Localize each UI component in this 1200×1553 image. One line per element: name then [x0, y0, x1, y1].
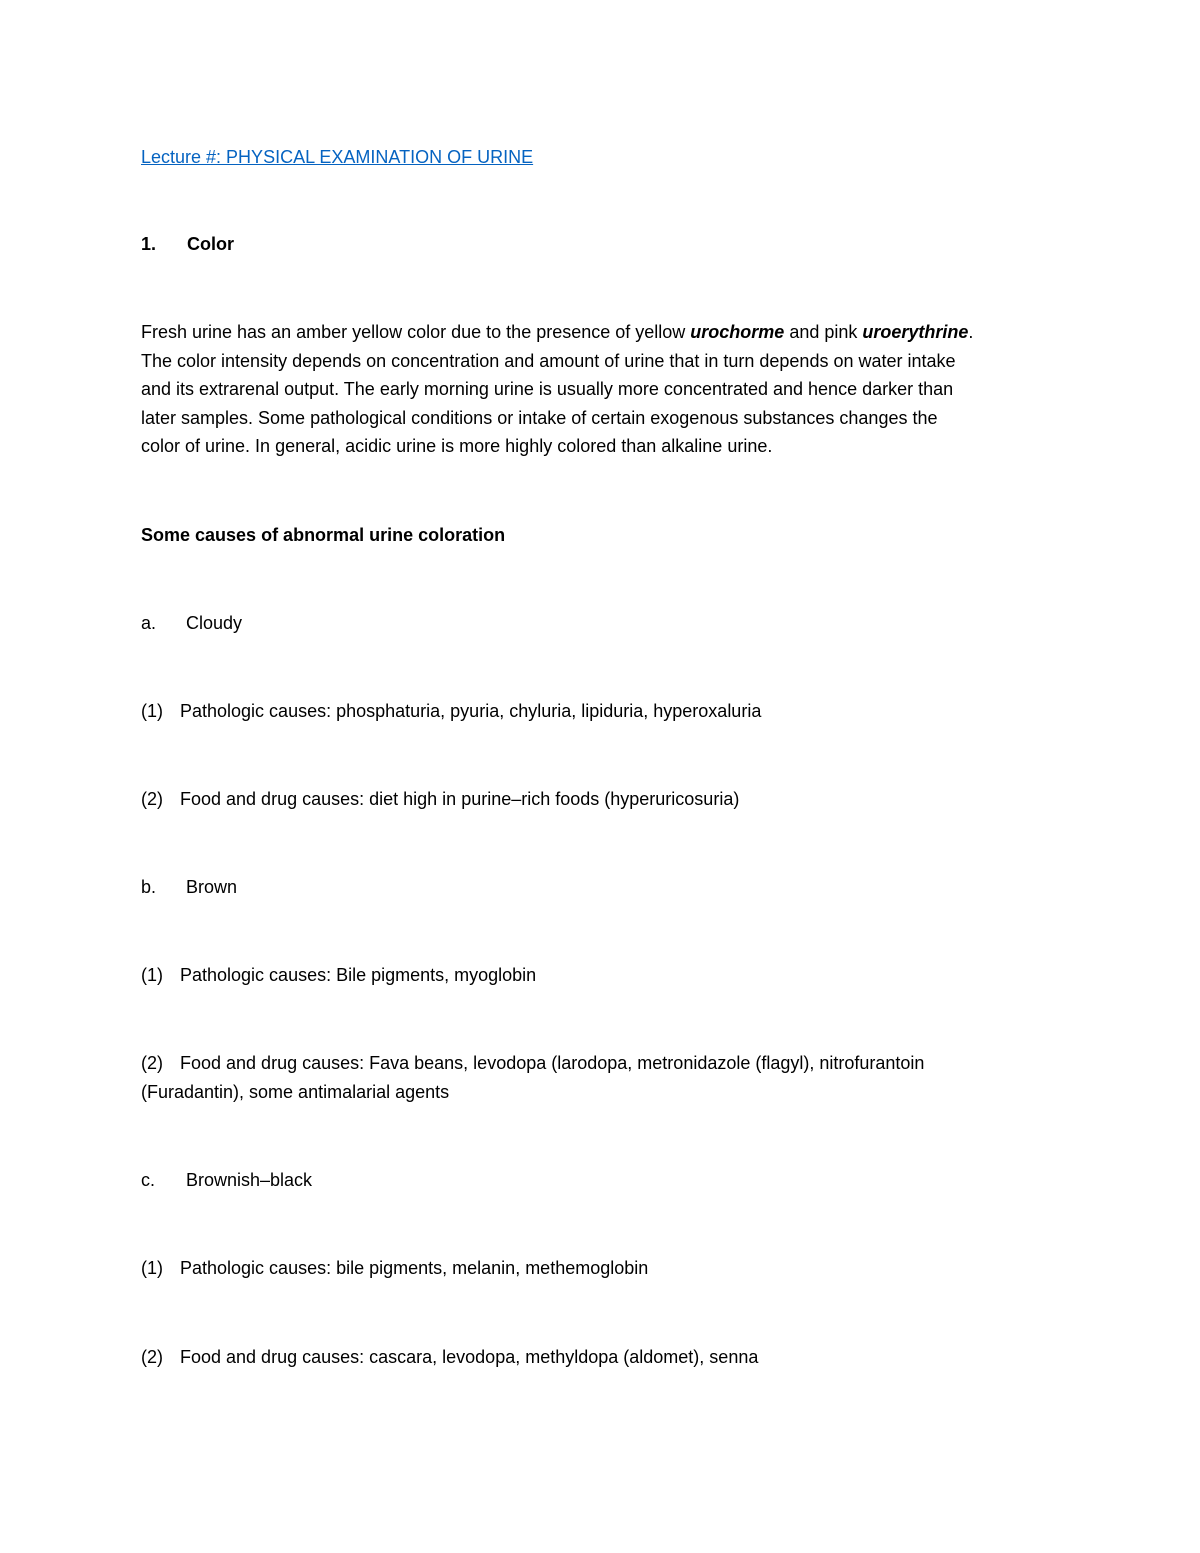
- cause-marker: (2): [141, 1347, 163, 1367]
- cause-text: Pathologic causes: bile pigments, melanin, methemoglobin: [180, 1258, 649, 1278]
- section-heading: [141, 230, 234, 259]
- subheading: Some causes of abnormal urine coloration: [141, 525, 506, 545]
- group-name: Brown: [186, 877, 238, 897]
- group-name: Brownish–black: [186, 1170, 313, 1190]
- group-heading-brown: [141, 873, 237, 902]
- cause-item: [141, 1343, 758, 1372]
- cause-marker: (2): [141, 789, 163, 809]
- cause-marker: (2): [141, 1053, 163, 1073]
- term-uroerythrine: uroerythrine: [862, 322, 969, 342]
- cause-text: Food and drug causes: diet high in purine–rich foods (hyperuricosuria): [180, 789, 740, 809]
- cause-item: [141, 1049, 1041, 1106]
- section-number: 1.: [141, 234, 157, 254]
- paragraph-text: Fresh urine has an amber yellow color due to the presence of yellow: [141, 322, 691, 342]
- paragraph-line: color of urine. In general, acidic urine is more highly colored than alkaline urine.: [141, 436, 773, 456]
- cause-text: Pathologic causes: phosphaturia, pyuria, chyluria, lipiduria, hyperoxaluria: [180, 701, 762, 721]
- group-letter: a.: [141, 613, 157, 633]
- paragraph-text: and pink: [784, 322, 863, 342]
- lecture-title-link[interactable]: Lecture #: PHYSICAL EXAMINATION OF URINE: [141, 147, 534, 167]
- paragraph-line: later samples. Some pathological conditions or intake of certain exogenous substances changes the: [141, 407, 938, 428]
- cause-item: [141, 1254, 648, 1283]
- group-name: Cloudy: [186, 613, 243, 633]
- cause-text: Food and drug causes: cascara, levodopa, methyldopa (aldomet), senna: [180, 1347, 759, 1367]
- cause-text: Food and drug causes: Fava beans, levodopa (larodopa, metronidazole (flagyl), nitrofurantoin: [180, 1053, 925, 1073]
- cause-text: Pathologic causes: Bile pigments, myoglobin: [180, 965, 537, 985]
- section-title: Color: [187, 234, 234, 254]
- cause-item: [141, 961, 536, 990]
- cause-marker: (1): [141, 965, 163, 985]
- group-heading-brownish-black: [141, 1166, 312, 1195]
- paragraph-text: .: [968, 322, 974, 342]
- cause-line: [141, 1049, 1041, 1078]
- group-heading-cloudy: [141, 609, 242, 638]
- paragraph-line: The color intensity depends on concentration and amount of urine that in turn depends on water intake: [141, 350, 956, 371]
- term-urochorme: urochorme: [690, 322, 785, 342]
- intro-paragraph: [141, 318, 1071, 461]
- paragraph-line: and its extrarenal output. The early morning urine is usually more concentrated and hence darker than: [141, 379, 954, 399]
- group-letter: b.: [141, 877, 157, 897]
- cause-item: [141, 785, 739, 814]
- cause-marker: (1): [141, 701, 163, 721]
- cause-marker: (1): [141, 1258, 163, 1278]
- cause-line: (Furadantin), some antimalarial agents: [141, 1081, 450, 1102]
- cause-item: [141, 697, 761, 726]
- paragraph-line: [141, 318, 1071, 347]
- group-letter: c.: [141, 1170, 156, 1190]
